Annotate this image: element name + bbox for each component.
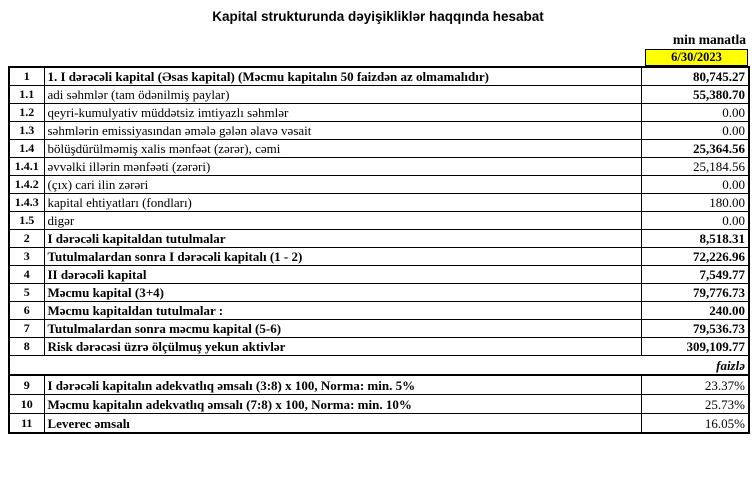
row-value: 25,364.56 [641, 140, 749, 158]
row-label: digər [44, 212, 641, 230]
percent-section-label: faizlə [9, 356, 749, 376]
row-number: 3 [9, 248, 44, 266]
row-value: 25,184.56 [641, 158, 749, 176]
table-row [9, 67, 749, 86]
table-row [9, 158, 749, 176]
table-row [9, 375, 749, 395]
row-value: 25.73% [641, 395, 749, 414]
row-value: 0.00 [641, 122, 749, 140]
row-number: 1.3 [9, 122, 44, 140]
row-number: 11 [9, 414, 44, 434]
row-number: 2 [9, 230, 44, 248]
row-label: qeyri-kumulyativ müddətsiz imtiyazlı səhmlər [44, 104, 641, 122]
row-number: 1.4.2 [9, 176, 44, 194]
row-number: 9 [9, 375, 44, 395]
row-value: 0.00 [641, 212, 749, 230]
row-label: 1. I dərəcəli kapital (Əsas kapital) (Məcmu kapitalın 50 faizdən az olmamalıdır) [44, 67, 641, 86]
table-row [9, 230, 749, 248]
date-header-cell: 6/30/2023 [645, 49, 748, 66]
row-number: 1.4.3 [9, 194, 44, 212]
row-value: 72,226.96 [641, 248, 749, 266]
unit-label: min manatla [672, 32, 746, 47]
table-row [9, 266, 749, 284]
row-label: səhmlərin emissiyasından əmələ gələn əlavə vəsait [44, 122, 641, 140]
row-number: 4 [9, 266, 44, 284]
row-number: 1.4.1 [9, 158, 44, 176]
divider-row [9, 356, 749, 376]
percent-rows-section [9, 375, 749, 433]
table-row [9, 338, 749, 356]
main-rows-section [9, 67, 749, 356]
row-number: 5 [9, 284, 44, 302]
row-label: Tutulmalardan sonra məcmu kapital (5-6) [44, 320, 641, 338]
table-row [9, 284, 749, 302]
row-label: adi səhmlər (tam ödənilmiş paylar) [44, 86, 641, 104]
row-number: 1 [9, 67, 44, 86]
row-label: (çıx) cari ilin zərəri [44, 176, 641, 194]
row-value: 180.00 [641, 194, 749, 212]
row-value: 80,745.27 [641, 67, 749, 86]
table-row [9, 414, 749, 434]
row-value: 8,518.31 [641, 230, 749, 248]
row-number: 7 [9, 320, 44, 338]
percent-section-divider [9, 356, 749, 376]
row-number: 1.1 [9, 86, 44, 104]
table-row [9, 248, 749, 266]
row-value: 55,380.70 [641, 86, 749, 104]
table-row [9, 176, 749, 194]
table-row [9, 104, 749, 122]
row-value: 23.37% [641, 375, 749, 395]
row-value: 79,776.73 [641, 284, 749, 302]
capital-structure-table [8, 66, 750, 434]
row-value: 7,549.77 [641, 266, 749, 284]
report-page [8, 0, 748, 434]
row-value: 0.00 [641, 176, 749, 194]
table-row [9, 395, 749, 414]
row-label: Risk dərəcəsi üzrə ölçülmuş yekun aktivlər [44, 338, 641, 356]
row-value: 16.05% [641, 414, 749, 434]
row-label: bölüşdürülməmiş xalis mənfəət (zərər), cəmi [44, 140, 641, 158]
row-label: Məcmu kapitaldan tutulmalar : [44, 302, 641, 320]
row-label: II dərəcəli kapital [44, 266, 641, 284]
row-number: 1.2 [9, 104, 44, 122]
table-row [9, 86, 749, 104]
table-row [9, 140, 749, 158]
row-number: 6 [9, 302, 44, 320]
row-label: Leverec əmsalı [44, 414, 641, 434]
row-value: 79,536.73 [641, 320, 749, 338]
row-label: I dərəcəli kapitaldan tutulmalar [44, 230, 641, 248]
row-value: 309,109.77 [641, 338, 749, 356]
page-title: Kapital strukturunda dəyişikliklər haqqında hesabat [212, 9, 544, 24]
row-label: Məcmu kapitalın adekvatlıq əmsalı (7:8) x 100, Norma: min. 10% [44, 395, 641, 414]
row-label: I dərəcəli kapitalın adekvatlıq əmsalı (3:8) x 100, Norma: min. 5% [44, 375, 641, 395]
table-row [9, 212, 749, 230]
row-number: 1.4 [9, 140, 44, 158]
row-label: kapital ehtiyatları (fondları) [44, 194, 641, 212]
table-row [9, 122, 749, 140]
row-label: Məcmu kapital (3+4) [44, 284, 641, 302]
table-row [9, 194, 749, 212]
row-label: Tutulmalardan sonra I dərəcəli kapitalı (1 - 2) [44, 248, 641, 266]
table-row [9, 302, 749, 320]
row-number: 1.5 [9, 212, 44, 230]
row-number: 8 [9, 338, 44, 356]
row-value: 240.00 [641, 302, 749, 320]
table-row [9, 320, 749, 338]
row-value: 0.00 [641, 104, 749, 122]
row-label: əvvəlki illərin mənfəəti (zərəri) [44, 158, 641, 176]
row-number: 10 [9, 395, 44, 414]
